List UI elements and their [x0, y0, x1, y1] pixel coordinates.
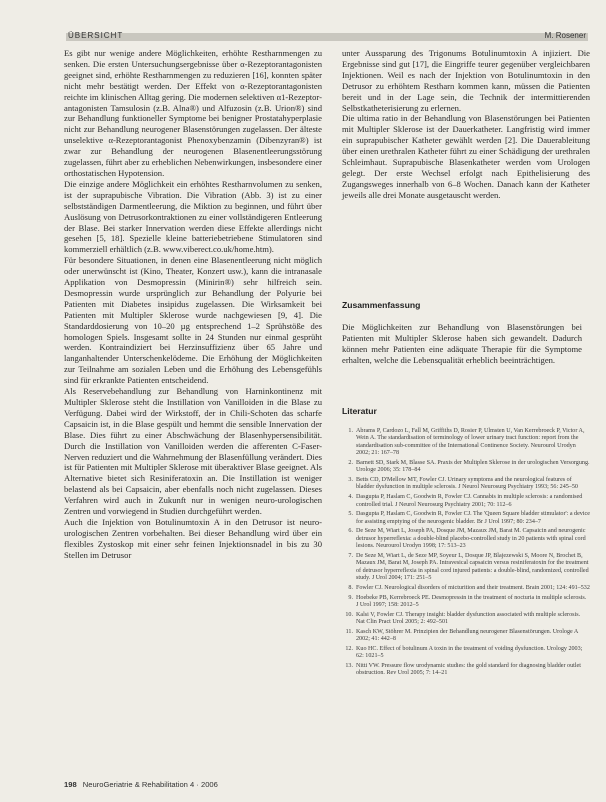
reference-item: 3. Betts CD, D'Mellow MT, Fowler CJ. Urinary symptoms and the neurological features of bladder dysfunction in multiple sclerosis. J Neurol Neurosurg Psychiatry 1993; 56: 245–50: [348, 477, 578, 491]
reference-item: 1. Abrams P, Cardozo L, Fall M, Griffiths D, Rosier P, Ulmsten U, Van Kerrebroeck P, Victor A, Wein A. The standardisation of terminology of lower urinary tract function: report from the standardisation sub-committee of the International Continence Society. Neurourol Urodyn 2002; 21: 167–78: [348, 428, 585, 457]
reference-list: [342, 428, 590, 680]
reference-item: 4. Dasgupta P, Haslam C, Goodwin R, Fowler CJ. Cannabis in multiple sclerosis: a randomised controlled trial. J Neurol Neurosurg Psychiatry 2001; 70: 112–6: [348, 494, 583, 508]
left-column: [64, 48, 322, 561]
reference-item: 2. Barnett SD, Stark M, Blasse SA. Praxis der Multiplen Sklerose in der urologischen Versorgung. Urologe 2006; 35: 178–84: [348, 459, 590, 474]
reference-item: 9. Hoebeke PB, Kerrebroeck PE. Desmopressin in the treatment of nocturia in multiple sclerosis. J Urol 1997; 158: 2012–5: [348, 594, 587, 608]
reference-item: 7. De Seze M, Wiart L, de Seze MP, Soyeur L, Dosque JP, Blajezewski S, Moore N, Brochet B, Mazaux JM, Barat M, Joseph PA. Intravesical capsaicin versus resiniferatoxin for the treatment of detrusor hyperreflexia in spinal cord injured patients: a double-blind, randomized, controlled study. J Urol 2004; 171: 251–5: [348, 552, 589, 582]
section-label: ÜBERSICHT: [68, 31, 124, 40]
page-number: 198: [64, 780, 77, 789]
page-header: [0, 0, 606, 40]
journal-name: NeuroGeriatrie & Rehabilitation 4 · 2006: [82, 780, 218, 789]
page-footer: [64, 780, 218, 789]
paragraph: Als Reservebehandlung zur Behandlung von Harninkontinenz mit Multipler Sklerose steht die Instillation von Vanilloiden in die Blase zu Verfügung. Dabei wird der Wirkstoff, der in Chili-Schoten das scharfe Capsaicin ist, in die Blase gespült und hemmt die sensible Innervation der Blase. Dies führt zu einer Abschwächung der Blasenhypersensibilität. Durch die Instillation von Vanilloiden werden die afferenten C-Faser-Nerven reduziert und die Wahrnehmung der Blasenfüllung verändert. Dies ist für Patienten mit Multipler Sklerose mit überaktiver Blase geeignet. Als Alternative bietet sich Resiniferatoxin an. Die Instillation ist weniger belastend als bei Capsaicin, aber ebenfalls noch nicht zugelassen. Dieses Verfahren wird auch in Zukunft nur in wenigen neuro-urologischen Zentren und vorwiegend in Studien durchgeführt werden.: [64, 386, 322, 517]
reference-item: 11. Kasch KW, Stöhrer M. Prinzipien der Behandlung neurogener Blasenstörungen. Urologe A 2002; 41: 442–8: [345, 628, 578, 643]
summary-heading: Zusammenfassung: [342, 300, 421, 310]
right-column: [342, 48, 590, 201]
paragraph: Die ultima ratio in der Behandlung von Blasenstörungen bei Patienten mit Multipler Sklerose ist der Dauerkatheter. Langfristig wird immer ein suprapubischer Katheter gewählt werden [2]. Die Dauerableitung über einen urethralen Katheter führt zu einer Schädigung der urethralen Schleimhaut. Suprapubische Blasenkatheter werden vom Urologen gelegt. Der erste Wechsel erfolgt nach Epithelisierung des Zugangsweges innerhalb von 6–8 Wochen. Danach kann der Katheter jeweils alle drei Monate ausgetauscht werden.: [342, 113, 590, 200]
author-label: M. Rosener: [544, 31, 586, 40]
reference-item: 8. Fowler CJ. Neurological disorders of micturition and their treatment. Brain 2001; 124: 491–532: [348, 584, 590, 591]
reference-item: 10. Kalsi V, Fowler CJ. Therapy insight: bladder dysfunction associated with multiple sclerosis. Nat Clin Pract Urol 2005; 2: 492–501: [345, 611, 581, 626]
paragraph: Für besondere Situationen, in denen eine Blasenentleerung nicht möglich oder unerwünscht ist (Kino, Theater, Konzert usw.), kann die intranasale Applikation von Desmopressin (Minirin®) sehr hilfreich sein. Desmopressin wurde ursprünglich zur Behandlung der Polyurie bei Patienten mit Diabetes insipidus zugelassen. Die Wirksamkeit bei Patienten mit Multipler Sklerose wurde nachgewiesen [9, 4]. Die Standarddosierung von 10–20 µg entsprechend 1–2 Sprühstöße des homologen Spiels. Insgesamt sollte in 24 Stunden nur einmal gesprüht werden. Kontraindiziert bei Herzinsuffizienz über 65 Jahre und langanhaltender Unterschenkelödeme. Die Erhöhung der Möglichkeiten zur Teilnahme am sozialen Leben und die Erhöhung des Lebensgefühls sind für erkrankte Patienten entscheidend.: [64, 255, 322, 386]
paragraph: Auch die Injektion von Botulinumtoxin A in den Detrusor ist neuro-urologischen Zentren vorbehalten. Bei dieser Behandlung wird über ein flexibles Zystoskop mit einer sehr feinen Injektionsnadel in bis zu 30 Stellen im Detrusor: [64, 516, 322, 560]
reference-item: 13. Nitti VW. Pressure flow urodynamic studies: the gold standard for diagnosing bladder outlet obstruction. Rev Urol 2005; 7: 14–21: [345, 662, 581, 677]
header-rule: [66, 33, 588, 41]
reference-item: 6. De Seze M, Wiart L, Joseph PA, Dosque JM, Mazaux JM, Barat M. Capsaicin and neurogenic detrusor hyperreflexia: a double-blind placebo-controlled study in 20 patients with spinal cord lesions. Neurourol Urodyn 1998; 17: 513–23: [348, 528, 586, 550]
reference-item: 5. Dasgupta P, Haslam C, Goodwin R, Fowler CJ. The 'Queen Square bladder stimulator': a device for assisting emptying of the neurogenic bladder. Br J Urol 1997; 80: 234–7: [348, 511, 590, 525]
reference-item: 12. Kuo HC. Effect of botulinum A toxin in the treatment of voiding dysfunction. Urology 2003; 62: 1021–5: [345, 645, 583, 660]
paragraph: Die einzige andere Möglichkeit ein erhöhtes Restharnvolumen zu senken, ist der suprapubische Vibration. Die Vibration (Abb. 3) ist zu einer selbstständigen Darmentleerung, die Miktion zu beginnen, und führt über Auslösung von Detrusorkontraktionen zu einer vollständigeren Entleerung der Blase. Bei starker Innervation werden diese Effekte allerdings nicht gesehen [5, 18]. Spezielle kleine batteriebetriebene Stimulatoren sind kommerziell erhältlich (z.B. www.viberect.co.uk/home.htm).: [64, 178, 322, 255]
summary-text: Die Möglichkeiten zur Behandlung von Blasenstörungen bei Patienten mit Multipler Sklerose haben sich gewandelt. Dadurch können mehr Patienten eine adäquate Therapie für die Symptome erhalten, welche die Lebensqualität erheblich beeinträchtigen.: [342, 322, 582, 365]
paragraph: unter Aussparung des Trigonums Botulinumtoxin A injiziert. Die Ergebnisse sind gut [17], die Eingriffe teurer gegenüber vergleichbaren Injektionen. Weil es nach der Injektion von Botulinumtoxin in den Detrusor zu erhöhtem Restharn kommen kann, müssen die Patienten bereit und in der Lage sein, die Technik der intermittierenden Selbstkatheterisierung zu erlernen.: [342, 48, 590, 113]
literature-heading: Literatur: [342, 406, 377, 416]
paragraph: Es gibt nur wenige andere Möglichkeiten, erhöhte Restharnmengen zu senken. Die ersten Untersuchungsergebnisse über α-Rezeptorantagonisten geeignet sind, erhöhte Restharnmengen zu reduzieren [16], konnten später nicht mehr bestätigt werden. Der Effekt von α-Rezeptorantagonisten reichte im klinischen Alltag gering. Die modernen selektiven α1-Rezeptor-antagonisten Tamsulosin (z.B. Alna®) und Alfuzosin (z.B. Urion®) sind zur Behandlung funktioneller Symptome bei benigner Prostatahyperplasie nicht zur Behandlung neurogener Blasenstörungen zugelassen. Der älteste unselektive α-Rezeptorantagonist Phenoxybenzamin (Dibenzyran®) ist zwar zur Behandlung der neurogenen Blasenentleerungsstörung zugelassen, führt aber zu erheblichen Nebenwirkungen, insbesondere einer orthostatischen Hypotension.: [64, 48, 322, 178]
